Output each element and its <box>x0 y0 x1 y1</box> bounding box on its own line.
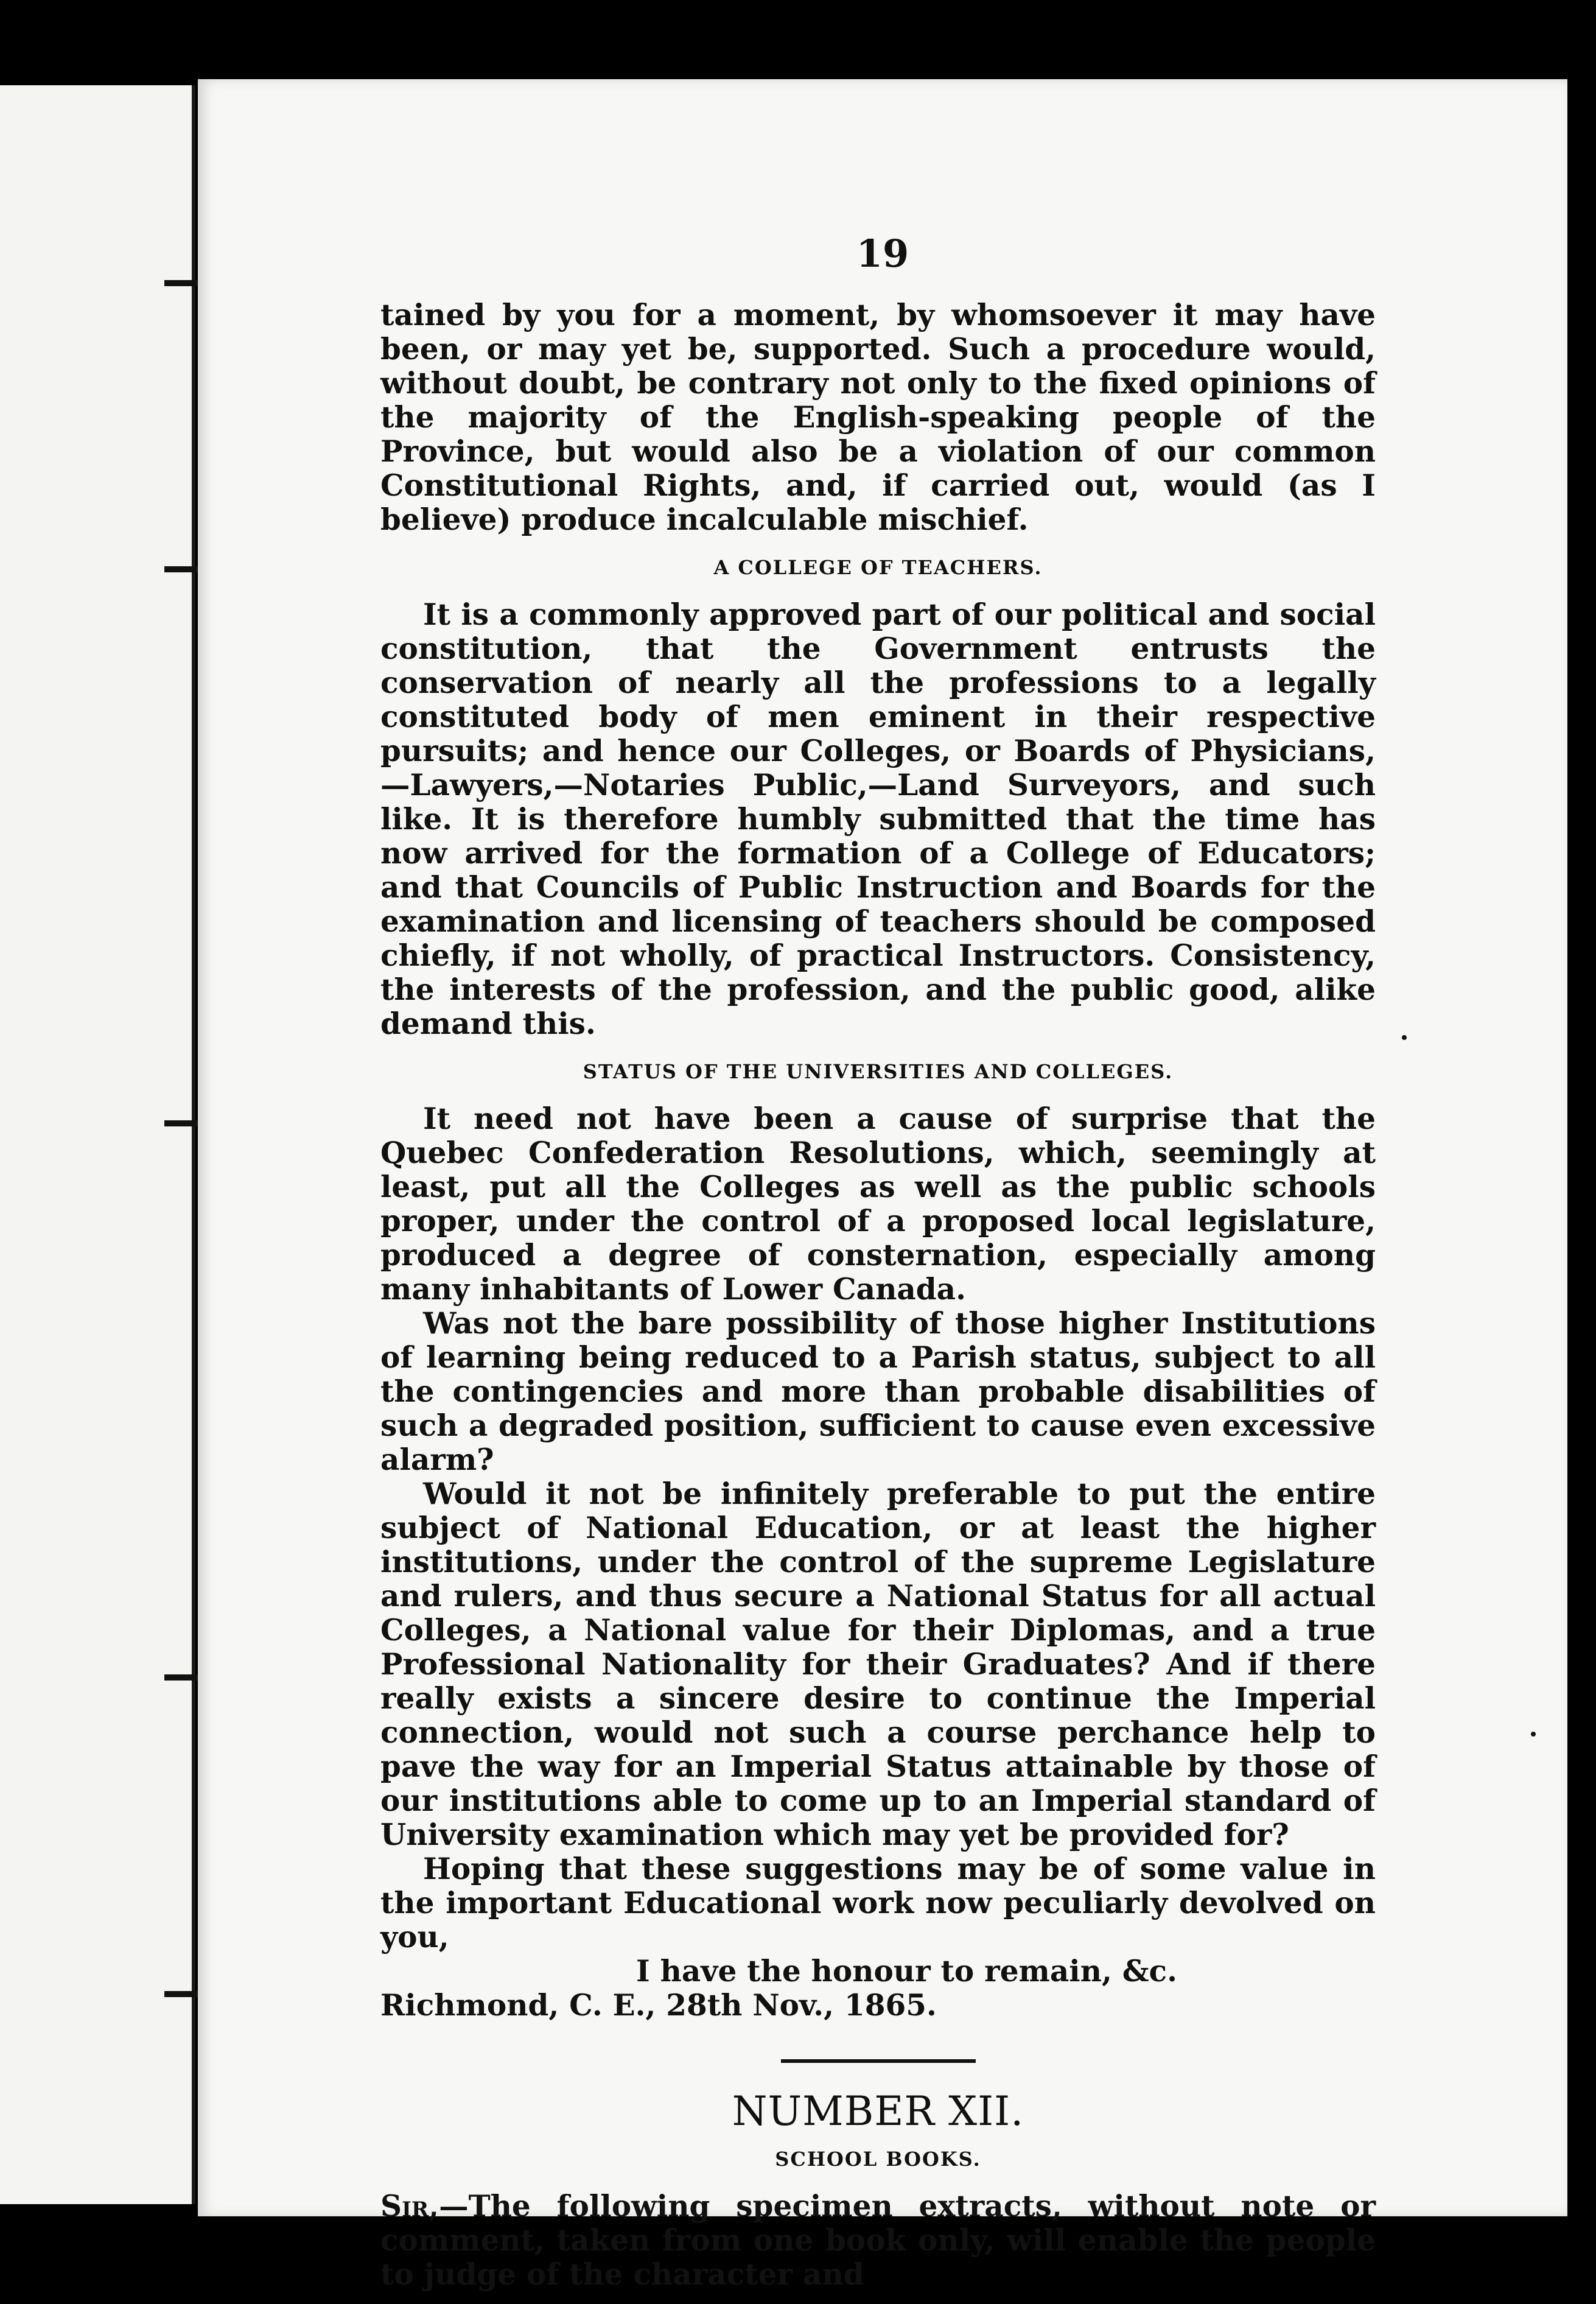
number-heading: NUMBER XII. <box>732 2088 1024 2135</box>
section-heading-status-universities: STATUS OF THE UNIVERSITIES AND COLLEGES. <box>583 1060 1174 1083</box>
letter-opening-text: —The following specimen extracts, without note or comment, taken from one book only, will enable the people to judge of the character and <box>380 2189 1376 2292</box>
paragraph: Would it not be infinitely preferable to put the entire subject of National Education, or at least the higher institutions, under the control of the supreme Legislature and rulers, and thus secure a National Status for all actual Colleges, a National value for their Diplomas, and a true Professional Nationality for their Graduates? And if there really exists a sincere desire to continue the Imperial connection, would not such a course perchance help to pave the way for an Imperial Status attainable by those of our institutions able to come up to an Imperial standard of University examination which may yet be provided for? <box>380 1477 1376 1852</box>
previous-page-edge <box>0 85 195 2204</box>
stray-mark <box>1402 1035 1407 1040</box>
paragraph: Was not the bare possibility of those higher Institutions of learning being reduced to a Parish status, subject to all the contingencies and more than probable disabilities of such a degraded position, sufficient to cause even excessive alarm? <box>380 1306 1376 1477</box>
letter-opening <box>380 2190 1376 2292</box>
section-divider <box>781 2059 976 2063</box>
paragraph: It need not have been a cause of surprise that the Quebec Confederation Resolutions, which, seemingly at least, put all the Colleges as well as the public schools proper, under the control of a proposed local legislature, produced a degree of consternation, especially among many inhabitants of Lower Canada. <box>380 1101 1376 1307</box>
continued-paragraph: tained by you for a moment, by whomsoever it may have been, or may yet be, supported. Such a procedure would, without doubt, be contrary not only to the fixed opinions of the majority of the English-speaking people of the Province, but would also be a violation of our common Constitutional Rights, and, if carried out, would (as I believe) produce incalculable mischief. <box>380 298 1376 537</box>
letter-signoff: Richmond, C. E., 28th Nov., 1865. <box>380 1988 937 2023</box>
section-heading-college-of-teachers: A COLLEGE OF TEACHERS. <box>713 556 1043 579</box>
paragraph: It is a commonly approved part of our political and social constitution, that the Government entrusts the conservation of nearly all the professions to a legally constituted body of men eminent in their respective pursuits; and hence our Colleges, or Boards of Physicians,—Lawyers,—Notaries Public,—Land Surveyors, and such like. It is therefore humbly submitted that the time has now arrived for the formation of a College of Educators; and that Councils of Public Instruction and Boards for the examination and licensing of teachers should be composed chiefly, if not wholly, of practical Instructors. Consistency, the interests of the profession, and the public good, alike demand this. <box>380 597 1376 1041</box>
section-subheading-school-books: SCHOOL BOOKS. <box>775 2148 981 2171</box>
paragraph: Hoping that these suggestions may be of some value in the important Educational work now peculiarly devolved on you, <box>380 1852 1376 1955</box>
page-body <box>380 298 1376 2292</box>
stray-mark <box>1531 1732 1536 1737</box>
letter-closing: I have the honour to remain, &c. <box>636 1954 1177 1989</box>
salutation: Sir, <box>380 2189 439 2224</box>
page-number: 19 <box>856 231 909 276</box>
book-page <box>198 79 1567 2292</box>
